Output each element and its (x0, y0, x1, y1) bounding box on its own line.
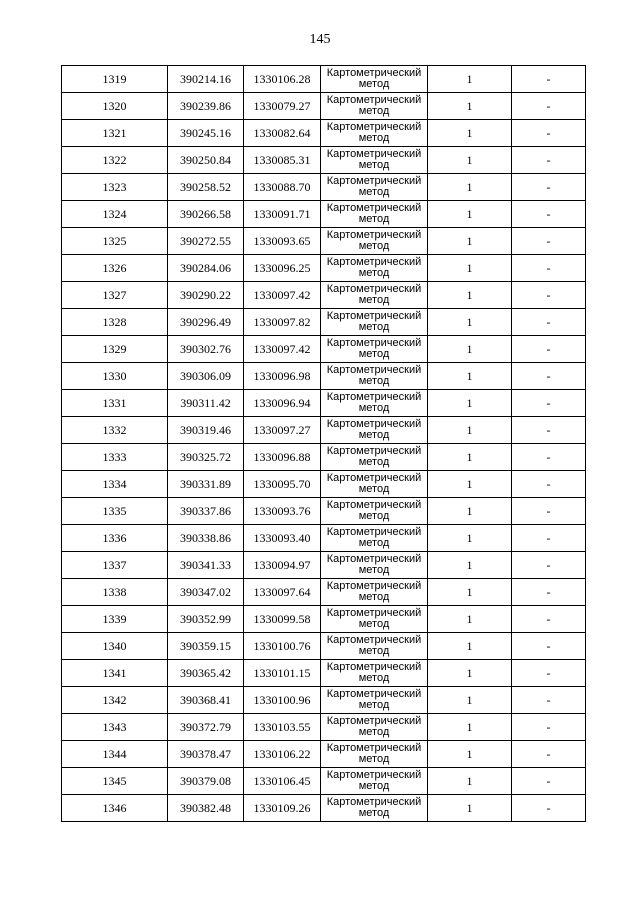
description-cell: - (512, 552, 586, 579)
point-number-cell: 1329 (62, 336, 168, 363)
method-cell: Картометрический метод (321, 147, 428, 174)
method-cell: Картометрический метод (321, 579, 428, 606)
y-coordinate-cell: 1330101.15 (244, 660, 321, 687)
x-coordinate-cell: 390368.41 (168, 687, 244, 714)
point-number-cell: 1330 (62, 363, 168, 390)
point-number-cell: 1320 (62, 93, 168, 120)
method-cell: Картометрический метод (321, 660, 428, 687)
x-coordinate-cell: 390290.22 (168, 282, 244, 309)
y-coordinate-cell: 1330091.71 (244, 201, 321, 228)
y-coordinate-cell: 1330095.70 (244, 471, 321, 498)
x-coordinate-cell: 390341.33 (168, 552, 244, 579)
table-row (62, 255, 586, 282)
description-cell: - (512, 498, 586, 525)
point-number-cell: 1346 (62, 795, 168, 822)
accuracy-cell: 1 (428, 417, 512, 444)
y-coordinate-cell: 1330096.98 (244, 363, 321, 390)
y-coordinate-cell: 1330100.96 (244, 687, 321, 714)
accuracy-cell: 1 (428, 579, 512, 606)
x-coordinate-cell: 390284.06 (168, 255, 244, 282)
point-number-cell: 1333 (62, 444, 168, 471)
point-number-cell: 1328 (62, 309, 168, 336)
method-cell: Картометрический метод (321, 687, 428, 714)
y-coordinate-cell: 1330085.31 (244, 147, 321, 174)
accuracy-cell: 1 (428, 390, 512, 417)
y-coordinate-cell: 1330097.82 (244, 309, 321, 336)
description-cell: - (512, 741, 586, 768)
method-cell: Картометрический метод (321, 201, 428, 228)
table-row (62, 606, 586, 633)
accuracy-cell: 1 (428, 201, 512, 228)
accuracy-cell: 1 (428, 741, 512, 768)
x-coordinate-cell: 390378.47 (168, 741, 244, 768)
accuracy-cell: 1 (428, 282, 512, 309)
description-cell: - (512, 417, 586, 444)
point-number-cell: 1326 (62, 255, 168, 282)
description-cell: - (512, 633, 586, 660)
x-coordinate-cell: 390272.55 (168, 228, 244, 255)
y-coordinate-cell: 1330093.40 (244, 525, 321, 552)
y-coordinate-cell: 1330103.55 (244, 714, 321, 741)
table-row (62, 525, 586, 552)
y-coordinate-cell: 1330096.25 (244, 255, 321, 282)
table-row (62, 741, 586, 768)
accuracy-cell: 1 (428, 606, 512, 633)
table-row (62, 228, 586, 255)
description-cell: - (512, 309, 586, 336)
accuracy-cell: 1 (428, 498, 512, 525)
table-row (62, 768, 586, 795)
point-number-cell: 1325 (62, 228, 168, 255)
description-cell: - (512, 444, 586, 471)
y-coordinate-cell: 1330088.70 (244, 174, 321, 201)
accuracy-cell: 1 (428, 228, 512, 255)
method-cell: Картометрический метод (321, 66, 428, 93)
method-cell: Картометрический метод (321, 309, 428, 336)
point-number-cell: 1335 (62, 498, 168, 525)
accuracy-cell: 1 (428, 444, 512, 471)
description-cell: - (512, 93, 586, 120)
method-cell: Картометрический метод (321, 93, 428, 120)
method-cell: Картометрический метод (321, 714, 428, 741)
x-coordinate-cell: 390379.08 (168, 768, 244, 795)
accuracy-cell: 1 (428, 147, 512, 174)
method-cell: Картометрический метод (321, 336, 428, 363)
accuracy-cell: 1 (428, 660, 512, 687)
y-coordinate-cell: 1330097.42 (244, 282, 321, 309)
method-cell: Картометрический метод (321, 498, 428, 525)
table-row (62, 282, 586, 309)
accuracy-cell: 1 (428, 768, 512, 795)
coordinates-table (61, 65, 586, 822)
method-cell: Картометрический метод (321, 444, 428, 471)
point-number-cell: 1345 (62, 768, 168, 795)
point-number-cell: 1327 (62, 282, 168, 309)
description-cell: - (512, 606, 586, 633)
method-cell: Картометрический метод (321, 552, 428, 579)
description-cell: - (512, 714, 586, 741)
point-number-cell: 1321 (62, 120, 168, 147)
accuracy-cell: 1 (428, 93, 512, 120)
y-coordinate-cell: 1330082.64 (244, 120, 321, 147)
table-row (62, 579, 586, 606)
point-number-cell: 1336 (62, 525, 168, 552)
method-cell: Картометрический метод (321, 174, 428, 201)
table-row (62, 390, 586, 417)
point-number-cell: 1342 (62, 687, 168, 714)
method-cell: Картометрический метод (321, 390, 428, 417)
point-number-cell: 1337 (62, 552, 168, 579)
point-number-cell: 1343 (62, 714, 168, 741)
x-coordinate-cell: 390372.79 (168, 714, 244, 741)
x-coordinate-cell: 390306.09 (168, 363, 244, 390)
accuracy-cell: 1 (428, 174, 512, 201)
y-coordinate-cell: 1330106.45 (244, 768, 321, 795)
point-number-cell: 1323 (62, 174, 168, 201)
accuracy-cell: 1 (428, 66, 512, 93)
y-coordinate-cell: 1330106.22 (244, 741, 321, 768)
table-row (62, 174, 586, 201)
table-row (62, 552, 586, 579)
table-row (62, 471, 586, 498)
method-cell: Картометрический метод (321, 741, 428, 768)
accuracy-cell: 1 (428, 363, 512, 390)
table-row (62, 363, 586, 390)
method-cell: Картометрический метод (321, 606, 428, 633)
description-cell: - (512, 174, 586, 201)
table-row (62, 498, 586, 525)
description-cell: - (512, 471, 586, 498)
page-number: 145 (309, 32, 331, 47)
accuracy-cell: 1 (428, 687, 512, 714)
description-cell: - (512, 579, 586, 606)
table-row (62, 714, 586, 741)
accuracy-cell: 1 (428, 714, 512, 741)
table-row (62, 444, 586, 471)
x-coordinate-cell: 390347.02 (168, 579, 244, 606)
y-coordinate-cell: 1330096.94 (244, 390, 321, 417)
y-coordinate-cell: 1330100.76 (244, 633, 321, 660)
y-coordinate-cell: 1330099.58 (244, 606, 321, 633)
table-row (62, 120, 586, 147)
y-coordinate-cell: 1330106.28 (244, 66, 321, 93)
description-cell: - (512, 363, 586, 390)
y-coordinate-cell: 1330093.76 (244, 498, 321, 525)
x-coordinate-cell: 390359.15 (168, 633, 244, 660)
y-coordinate-cell: 1330093.65 (244, 228, 321, 255)
method-cell: Картометрический метод (321, 525, 428, 552)
table-row (62, 687, 586, 714)
x-coordinate-cell: 390239.86 (168, 93, 244, 120)
accuracy-cell: 1 (428, 552, 512, 579)
method-cell: Картометрический метод (321, 363, 428, 390)
description-cell: - (512, 525, 586, 552)
description-cell: - (512, 660, 586, 687)
x-coordinate-cell: 390352.99 (168, 606, 244, 633)
table-row (62, 93, 586, 120)
x-coordinate-cell: 390311.42 (168, 390, 244, 417)
x-coordinate-cell: 390245.16 (168, 120, 244, 147)
x-coordinate-cell: 390319.46 (168, 417, 244, 444)
table-row (62, 309, 586, 336)
x-coordinate-cell: 390302.76 (168, 336, 244, 363)
point-number-cell: 1324 (62, 201, 168, 228)
table-row (62, 201, 586, 228)
description-cell: - (512, 66, 586, 93)
point-number-cell: 1332 (62, 417, 168, 444)
method-cell: Картометрический метод (321, 768, 428, 795)
table-row (62, 336, 586, 363)
description-cell: - (512, 282, 586, 309)
method-cell: Картометрический метод (321, 120, 428, 147)
point-number-cell: 1341 (62, 660, 168, 687)
description-cell: - (512, 255, 586, 282)
x-coordinate-cell: 390250.84 (168, 147, 244, 174)
accuracy-cell: 1 (428, 120, 512, 147)
point-number-cell: 1340 (62, 633, 168, 660)
x-coordinate-cell: 390382.48 (168, 795, 244, 822)
method-cell: Картометрический метод (321, 255, 428, 282)
accuracy-cell: 1 (428, 633, 512, 660)
x-coordinate-cell: 390331.89 (168, 471, 244, 498)
x-coordinate-cell: 390296.49 (168, 309, 244, 336)
point-number-cell: 1339 (62, 606, 168, 633)
accuracy-cell: 1 (428, 309, 512, 336)
method-cell: Картометрический метод (321, 471, 428, 498)
y-coordinate-cell: 1330097.42 (244, 336, 321, 363)
x-coordinate-cell: 390266.58 (168, 201, 244, 228)
accuracy-cell: 1 (428, 255, 512, 282)
point-number-cell: 1338 (62, 579, 168, 606)
description-cell: - (512, 201, 586, 228)
x-coordinate-cell: 390258.52 (168, 174, 244, 201)
y-coordinate-cell: 1330109.26 (244, 795, 321, 822)
description-cell: - (512, 687, 586, 714)
point-number-cell: 1322 (62, 147, 168, 174)
point-number-cell: 1334 (62, 471, 168, 498)
accuracy-cell: 1 (428, 336, 512, 363)
description-cell: - (512, 390, 586, 417)
y-coordinate-cell: 1330094.97 (244, 552, 321, 579)
table-row (62, 66, 586, 93)
description-cell: - (512, 120, 586, 147)
method-cell: Картометрический метод (321, 282, 428, 309)
accuracy-cell: 1 (428, 471, 512, 498)
x-coordinate-cell: 390325.72 (168, 444, 244, 471)
table-row (62, 660, 586, 687)
y-coordinate-cell: 1330096.88 (244, 444, 321, 471)
table-body (62, 66, 586, 822)
x-coordinate-cell: 390365.42 (168, 660, 244, 687)
description-cell: - (512, 147, 586, 174)
point-number-cell: 1344 (62, 741, 168, 768)
x-coordinate-cell: 390214.16 (168, 66, 244, 93)
table-row (62, 417, 586, 444)
point-number-cell: 1331 (62, 390, 168, 417)
table-row (62, 633, 586, 660)
method-cell: Картометрический метод (321, 795, 428, 822)
description-cell: - (512, 228, 586, 255)
x-coordinate-cell: 390337.86 (168, 498, 244, 525)
table-row (62, 795, 586, 822)
description-cell: - (512, 795, 586, 822)
description-cell: - (512, 336, 586, 363)
x-coordinate-cell: 390338.86 (168, 525, 244, 552)
point-number-cell: 1319 (62, 66, 168, 93)
method-cell: Картометрический метод (321, 633, 428, 660)
table-row (62, 147, 586, 174)
method-cell: Картометрический метод (321, 228, 428, 255)
accuracy-cell: 1 (428, 525, 512, 552)
y-coordinate-cell: 1330079.27 (244, 93, 321, 120)
y-coordinate-cell: 1330097.64 (244, 579, 321, 606)
method-cell: Картометрический метод (321, 417, 428, 444)
y-coordinate-cell: 1330097.27 (244, 417, 321, 444)
accuracy-cell: 1 (428, 795, 512, 822)
description-cell: - (512, 768, 586, 795)
